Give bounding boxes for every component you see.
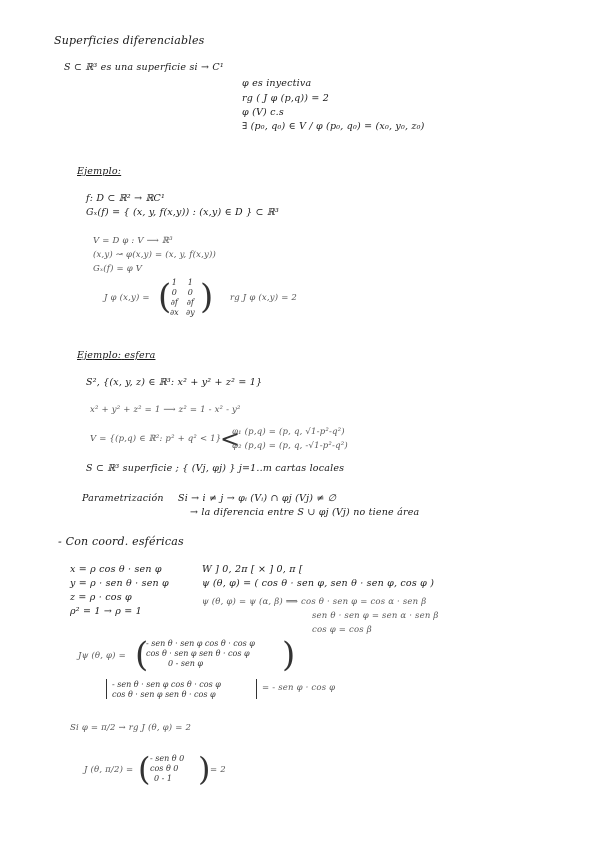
- example2-equation: x² + y² + z² = 1 ⟶ z² = 1 - x² - y²: [90, 405, 241, 415]
- jacobian1-label: J φ (x,y) =: [104, 293, 150, 303]
- page-title: Superficies diferenciables: [54, 34, 205, 47]
- condition-cs: φ (V) c.s: [242, 107, 284, 118]
- example1-line4: (x,y) ↝ φ(x,y) = (x, y, f(x,y)): [93, 250, 217, 260]
- spherical-z: z = ρ · cos φ: [70, 592, 132, 603]
- example2-local-charts: S ⊂ ℝ³ superficie ; { (Vj, φj) } j=1..m cartas locales: [86, 463, 345, 474]
- matrix-left-paren: (: [135, 635, 149, 675]
- spherical-psi-injective: ψ (θ, φ) = ψ (α, β) ⟹ cos θ · sen φ = cos α · sen β: [202, 597, 427, 607]
- determinant-bar-left: [106, 679, 107, 699]
- jacobian1-rank: rg J φ (x,y) = 2: [230, 293, 298, 303]
- spherical-psi: ψ (θ, φ) = ( cos θ · sen φ, sen θ · sen φ, cos φ ): [202, 578, 435, 589]
- example1-title: Ejemplo:: [77, 166, 122, 177]
- spherical-heading: - Con coord. esféricas: [58, 535, 184, 548]
- jacobian-psi-label: Jψ (θ, φ) =: [78, 651, 126, 661]
- jacobian-psi-rows: - sen θ · sen φ cos θ · cos φ cos θ · sen φ sen θ · cos φ 0 - sen φ: [146, 639, 255, 668]
- jacobian2-result: = 2: [210, 765, 226, 775]
- chart-brace: <: [220, 425, 241, 453]
- example2-phi1: φ₁ (p,q) = (p, q, √1-p²-q²): [232, 427, 345, 437]
- example2-domain: V = {(p,q) ∈ ℝ²: p² + q² < 1}: [90, 434, 222, 444]
- determinant-bar-right: [256, 679, 257, 699]
- spherical-psi-eq2: sen θ · sen φ = sen α · sen β: [312, 611, 439, 621]
- matrix-left-paren: (: [138, 750, 151, 788]
- determinant-rows: - sen θ · sen φ cos θ · cos φ cos θ · sen φ sen θ · cos φ: [112, 680, 221, 699]
- definition-lead: S ⊂ ℝ³ es una superficie si → C¹: [64, 62, 224, 73]
- spherical-x: x = ρ cos θ · sen φ: [70, 564, 162, 575]
- spherical-y: y = ρ · sen θ · sen φ: [70, 578, 169, 589]
- matrix-left-paren: (: [158, 277, 172, 317]
- condition-rank: rg ( J φ (p,q)) = 2: [242, 93, 330, 104]
- example2-title: Ejemplo: esfera: [77, 350, 156, 361]
- parametrization-cond1: Si → i ≠ j → φᵢ (Vᵢ) ∩ φj (Vj) ≠ ∅: [178, 493, 337, 504]
- parametrization-label: Parametrización: [82, 493, 164, 504]
- spherical-domain: W ] 0, 2π [ × ] 0, π [: [202, 564, 303, 575]
- condition-injective: φ es inyectiva: [242, 78, 312, 89]
- example1-line3: V = D φ : V ⟶ ℝ³: [93, 236, 173, 246]
- jacobian1-col2: 1 0 ∂f ∂y: [186, 278, 195, 317]
- condition-exists: ∃ (p₀, q₀) ∈ V / φ (p₀, q₀) = (x₀, y₀, z₀): [242, 121, 425, 132]
- spherical-radius: ρ² = 1 → ρ = 1: [70, 606, 142, 617]
- example1-line2: Gₓ(f) = { (x, y, f(x,y)) : (x,y) ∈ D } ⊂ ℝ³: [86, 207, 280, 218]
- example1-line1: f: D ⊂ ℝ² → ℝC¹: [86, 193, 166, 204]
- determinant-result: = - sen φ · cos φ: [262, 683, 336, 693]
- example2-sphere-def: S², {(x, y, z) ∈ ℝ³: x² + y² + z² = 1}: [86, 377, 263, 388]
- jacobian1-col1: 1 0 ∂f ∂x: [170, 278, 179, 317]
- example2-phi2: φ₂ (p,q) = (p, q, -√1-p²-q²): [232, 441, 348, 451]
- condition-phi-half-pi: Si φ = π/2 → rg J (θ, φ) = 2: [70, 723, 192, 733]
- matrix-right-paren: ): [200, 277, 214, 317]
- example1-line5: Gₓ(f) = φ V: [93, 264, 143, 274]
- jacobian2-label: J (θ, π/2) =: [84, 765, 134, 775]
- matrix-right-paren: ): [198, 750, 211, 788]
- parametrization-cond2: → la diferencia entre S ∪ φj (Vj) no tiene área: [190, 507, 420, 518]
- matrix-right-paren: ): [282, 635, 296, 675]
- jacobian2-rows: - sen θ 0 cos θ 0 0 - 1: [150, 754, 185, 783]
- spherical-psi-eq3: cos φ = cos β: [312, 625, 372, 635]
